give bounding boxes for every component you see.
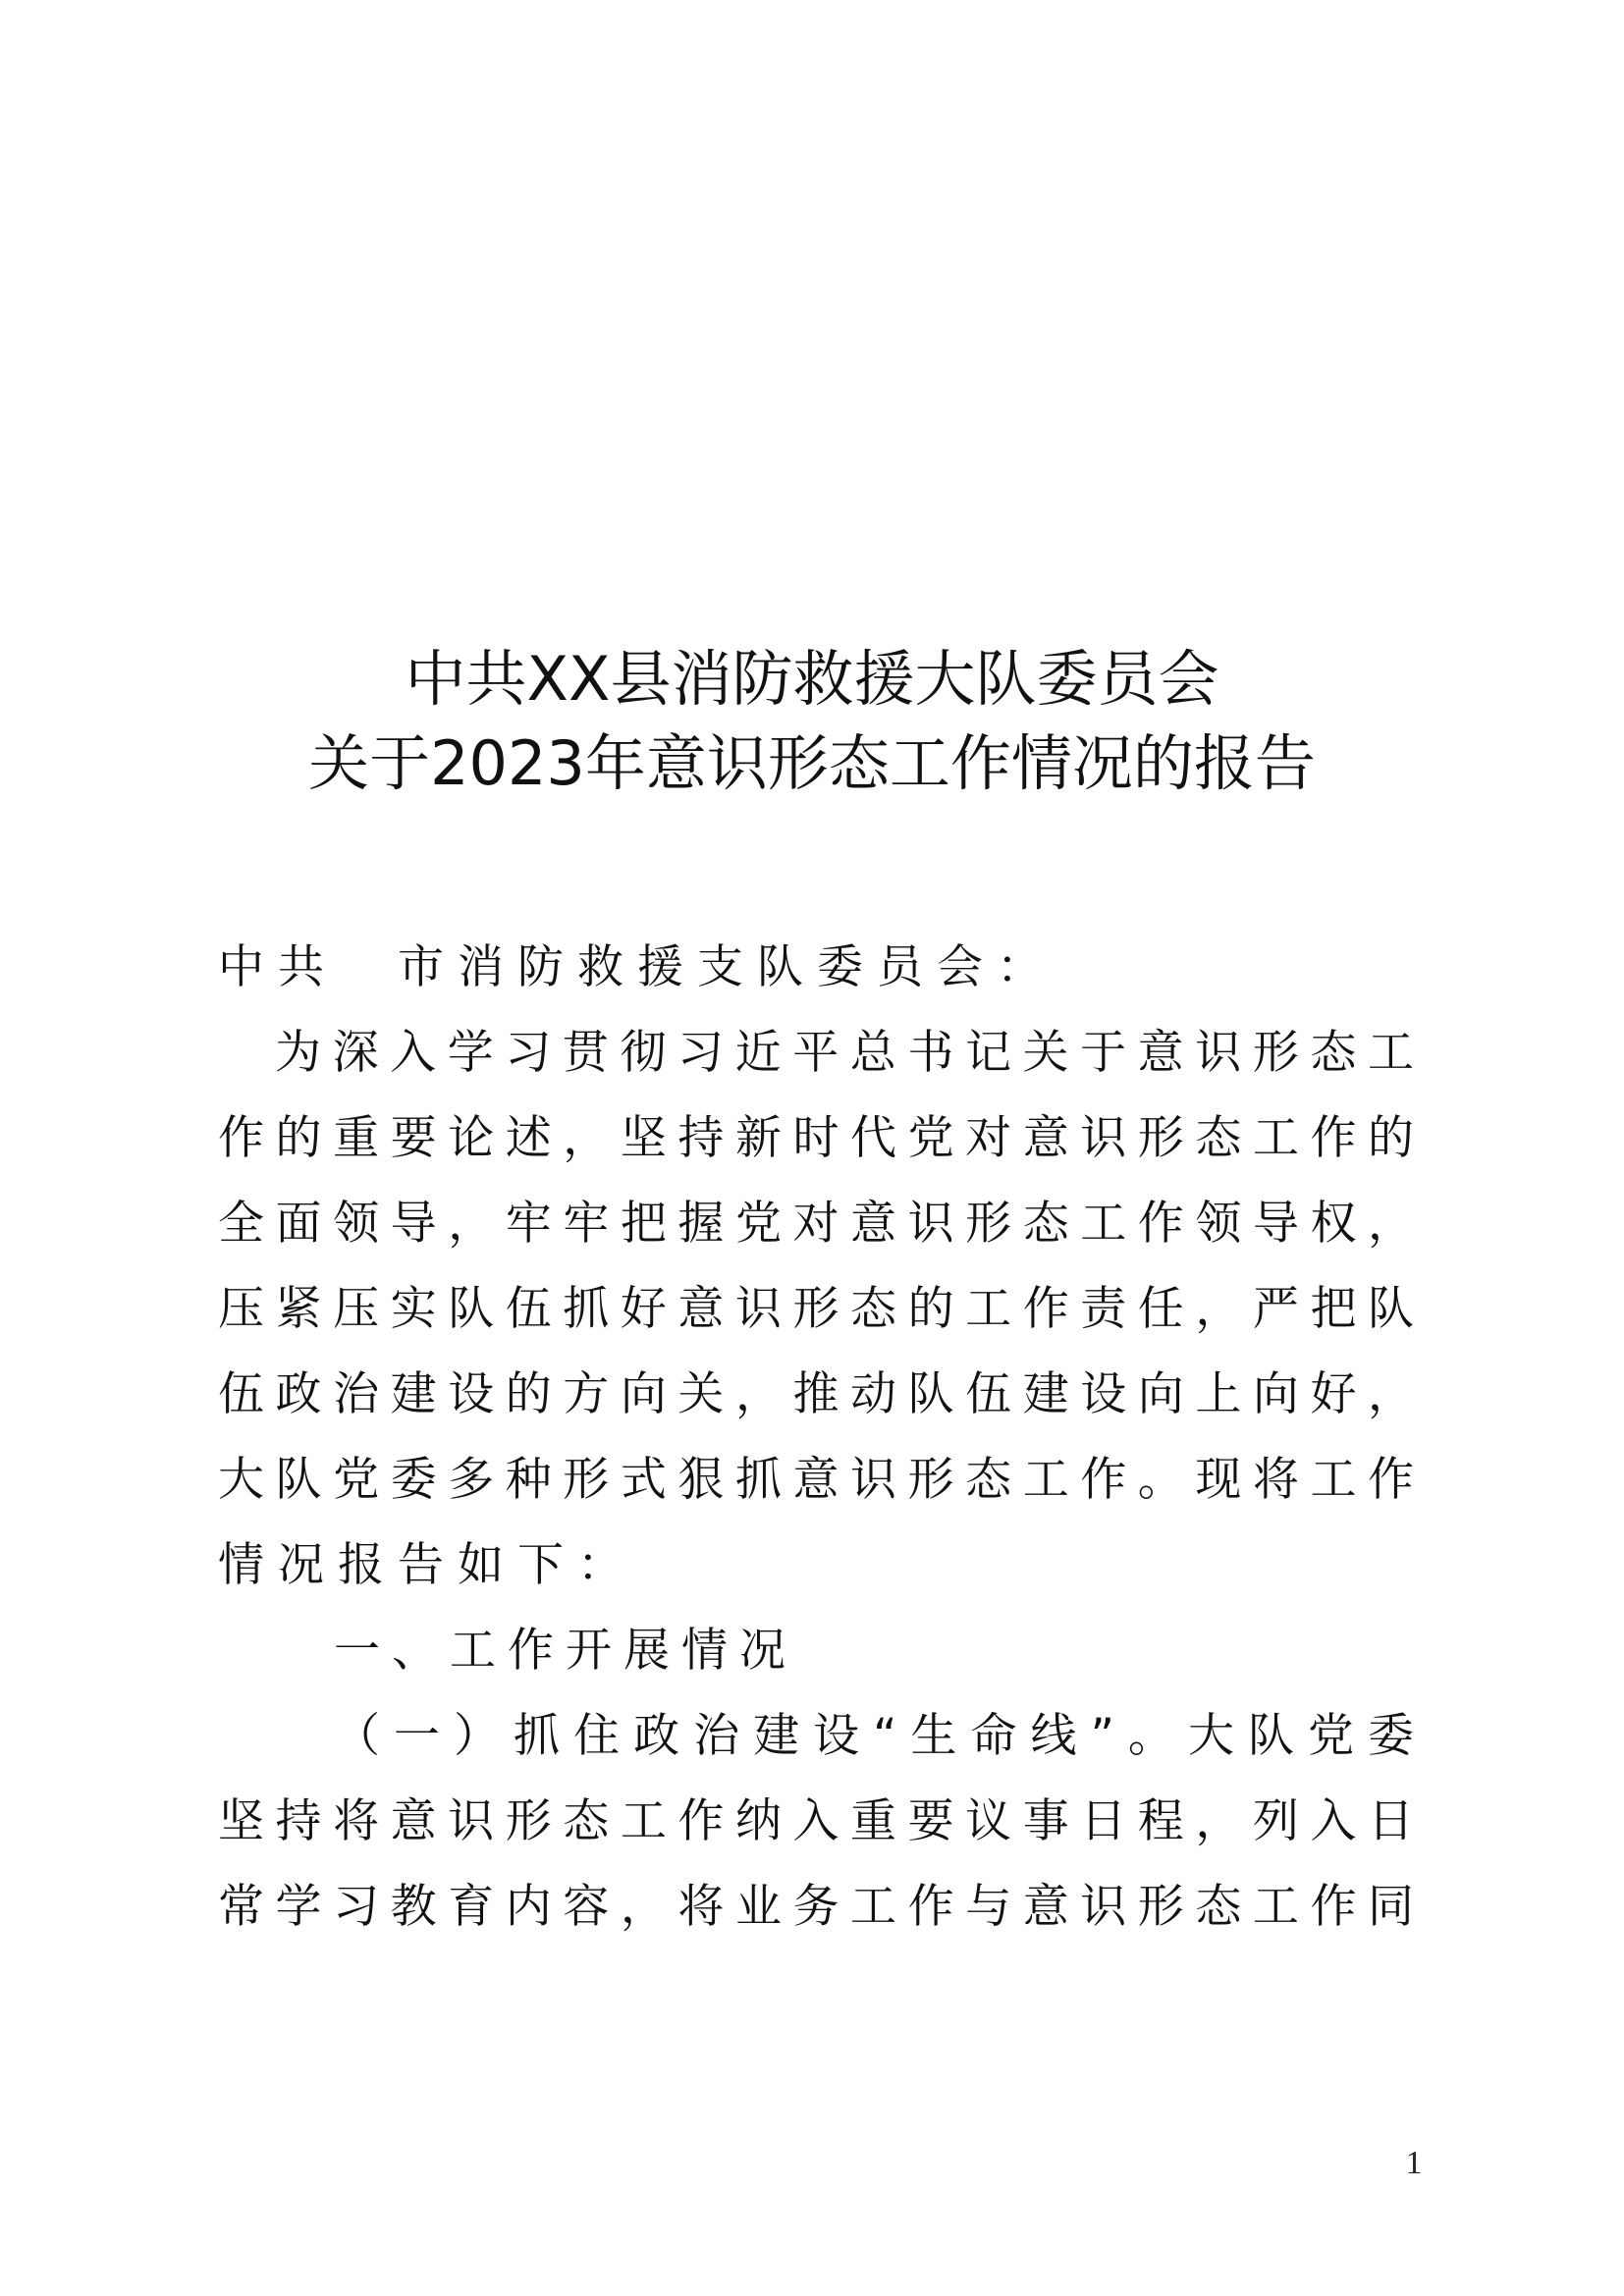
- subsection-heading: （一）抓住政治建设“生命线”。大队党委: [334, 1709, 1414, 1763]
- body-line: 作的重要论述，坚持新时代党对意识形态工作的: [218, 1111, 1414, 1165]
- body-line: 常学习教育内容，将业务工作与意识形态工作同: [218, 1880, 1414, 1934]
- body-line: 压紧压实队伍抓好意识形态的工作责任，严把队: [218, 1282, 1414, 1336]
- body-line: 为深入学习贯彻习近平总书记关于意识形态工: [275, 1026, 1414, 1080]
- body-line: 全面领导，牢牢把握党对意识形态工作领导权，: [218, 1197, 1414, 1251]
- document-title-line-2: 关于2023年意识形态工作情况的报告: [308, 727, 1316, 799]
- page-number: 1: [1405, 2145, 1423, 2181]
- body-line: 坚持将意识形态工作纳入重要议事日程，列入日: [218, 1794, 1414, 1848]
- section-heading: 一、工作开展情况: [334, 1624, 797, 1678]
- salutation: 中共 市消防救援支队委员会：: [218, 940, 1056, 994]
- document-title-line-1: 中共XX县消防救援大队委员会: [405, 643, 1219, 715]
- body-line: 大队党委多种形式狠抓意识形态工作。现将工作: [218, 1453, 1414, 1507]
- body-line: 情况报告如下：: [218, 1538, 637, 1592]
- body-line: 伍政治建设的方向关，推动队伍建设向上向好，: [218, 1367, 1414, 1421]
